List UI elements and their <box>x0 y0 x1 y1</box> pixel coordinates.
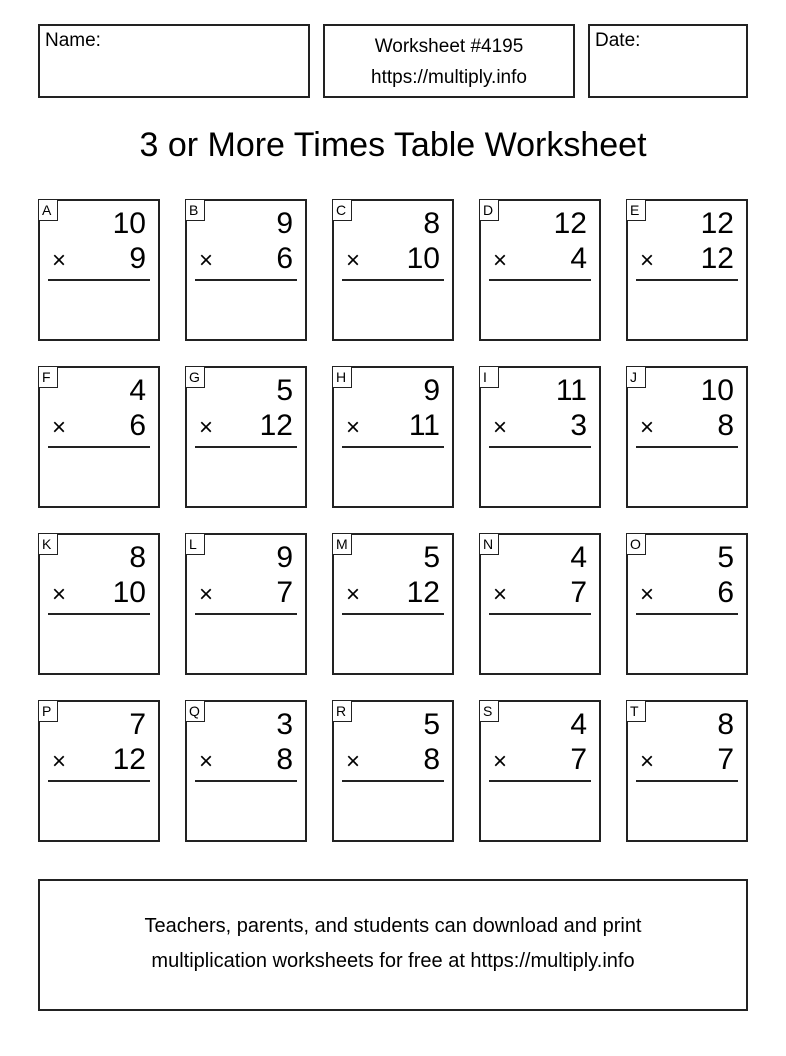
problem-multiplier: 4 <box>570 242 587 275</box>
times-sign: × <box>640 247 655 274</box>
problem-multiplicand: 8 <box>423 207 440 240</box>
times-sign: × <box>640 748 655 775</box>
problem-letter: O <box>626 533 646 555</box>
times-sign: × <box>346 748 361 775</box>
problem-cell[interactable] <box>185 533 307 675</box>
answer-rule <box>342 446 444 448</box>
answer-rule <box>342 279 444 281</box>
name-label: Name: <box>45 30 101 51</box>
problem-multiplier: 7 <box>276 576 293 609</box>
problem-multiplicand: 5 <box>276 374 293 407</box>
problem-multiplicand: 5 <box>423 708 440 741</box>
problem-multiplier: 7 <box>570 743 587 776</box>
times-sign: × <box>52 748 67 775</box>
problem-letter: N <box>479 533 499 555</box>
problem-cell[interactable] <box>332 700 454 842</box>
answer-rule <box>342 613 444 615</box>
times-sign: × <box>640 414 655 441</box>
times-sign: × <box>199 247 214 274</box>
footer-line-1: Teachers, parents, and students can download and print <box>144 915 642 937</box>
problem-letter: L <box>185 533 205 555</box>
problem-letter: R <box>332 700 352 722</box>
problem-letter: P <box>38 700 58 722</box>
times-sign: × <box>493 748 508 775</box>
times-sign: × <box>52 581 67 608</box>
problem-multiplicand: 9 <box>276 541 293 574</box>
answer-rule <box>636 279 738 281</box>
problem-multiplicand: 5 <box>423 541 440 574</box>
problem-multiplicand: 11 <box>555 374 587 407</box>
date-label: Date: <box>595 30 641 51</box>
problem-multiplicand: 9 <box>276 207 293 240</box>
problem-cell[interactable] <box>626 366 748 508</box>
answer-rule <box>489 446 591 448</box>
page-title: 3 or More Times Table Worksheet <box>139 126 647 164</box>
answer-rule <box>48 780 150 782</box>
problem-letter: T <box>626 700 646 722</box>
problem-letter: H <box>332 366 352 388</box>
problem-multiplier: 6 <box>129 409 146 442</box>
problem-multiplier: 8 <box>423 743 440 776</box>
problem-multiplier: 12 <box>700 242 734 275</box>
times-sign: × <box>52 414 67 441</box>
problem-multiplier: 9 <box>129 242 146 275</box>
problem-cell[interactable] <box>479 366 601 508</box>
problem-letter: A <box>38 199 58 221</box>
times-sign: × <box>346 414 361 441</box>
answer-rule <box>195 613 297 615</box>
problem-letter: B <box>185 199 205 221</box>
problem-multiplier: 6 <box>717 576 734 609</box>
problem-multiplicand: 3 <box>276 708 293 741</box>
times-sign: × <box>199 581 214 608</box>
problem-cell[interactable] <box>332 199 454 341</box>
answer-rule <box>195 780 297 782</box>
problem-cell[interactable] <box>38 366 160 508</box>
problem-multiplier: 10 <box>406 242 440 275</box>
problem-cell[interactable] <box>626 199 748 341</box>
problem-multiplier: 6 <box>276 242 293 275</box>
problem-multiplicand: 10 <box>700 374 734 407</box>
problem-cell[interactable] <box>332 366 454 508</box>
times-sign: × <box>52 247 67 274</box>
answer-rule <box>489 279 591 281</box>
problem-multiplier: 10 <box>112 576 146 609</box>
problem-cell[interactable] <box>626 533 748 675</box>
problem-letter: D <box>479 199 499 221</box>
answer-rule <box>195 446 297 448</box>
problem-multiplicand: 4 <box>129 374 146 407</box>
problem-multiplier: 3 <box>570 409 587 442</box>
answer-rule <box>636 780 738 782</box>
problem-cell[interactable] <box>479 533 601 675</box>
problem-cell[interactable] <box>185 199 307 341</box>
footer-line-2: multiplication worksheets for free at https://multiply.info <box>151 950 635 972</box>
problem-cell[interactable] <box>38 533 160 675</box>
problem-cell[interactable] <box>38 700 160 842</box>
times-sign: × <box>346 581 361 608</box>
problem-multiplier: 12 <box>406 576 440 609</box>
problem-multiplier: 11 <box>408 409 440 442</box>
answer-rule <box>48 613 150 615</box>
answer-rule <box>636 446 738 448</box>
problem-letter: J <box>626 366 646 388</box>
times-sign: × <box>640 581 655 608</box>
footer-box <box>38 879 748 1011</box>
worksheet-url: https://multiply.info <box>371 67 527 88</box>
problem-multiplier: 7 <box>570 576 587 609</box>
problem-cell[interactable] <box>185 700 307 842</box>
problem-cell[interactable] <box>626 700 748 842</box>
problem-letter: F <box>38 366 58 388</box>
times-sign: × <box>493 247 508 274</box>
problem-letter: C <box>332 199 352 221</box>
problem-letter: I <box>479 366 499 388</box>
times-sign: × <box>199 748 214 775</box>
problem-multiplicand: 7 <box>129 708 146 741</box>
problem-letter: S <box>479 700 499 722</box>
answer-rule <box>489 780 591 782</box>
problem-cell[interactable] <box>479 199 601 341</box>
problem-letter: M <box>332 533 352 555</box>
problem-cell[interactable] <box>185 366 307 508</box>
problem-cell[interactable] <box>38 199 160 341</box>
problem-letter: G <box>185 366 205 388</box>
problem-multiplicand: 5 <box>717 541 734 574</box>
problem-letter: E <box>626 199 646 221</box>
problem-letter: Q <box>185 700 205 722</box>
problem-multiplier: 12 <box>259 409 293 442</box>
problem-multiplicand: 9 <box>423 374 440 407</box>
problem-multiplicand: 12 <box>553 207 587 240</box>
answer-rule <box>636 613 738 615</box>
problem-multiplicand: 4 <box>570 708 587 741</box>
times-sign: × <box>346 247 361 274</box>
times-sign: × <box>493 414 508 441</box>
problem-multiplier: 7 <box>717 743 734 776</box>
problem-multiplicand: 4 <box>570 541 587 574</box>
answer-rule <box>195 279 297 281</box>
times-sign: × <box>493 581 508 608</box>
answer-rule <box>342 780 444 782</box>
problem-multiplicand: 8 <box>129 541 146 574</box>
problem-multiplier: 8 <box>276 743 293 776</box>
problem-letter: K <box>38 533 58 555</box>
problem-multiplier: 8 <box>717 409 734 442</box>
problem-multiplicand: 8 <box>717 708 734 741</box>
problem-cell[interactable] <box>479 700 601 842</box>
answer-rule <box>48 279 150 281</box>
answer-rule <box>48 446 150 448</box>
times-sign: × <box>199 414 214 441</box>
problem-multiplicand: 10 <box>112 207 146 240</box>
problem-multiplier: 12 <box>112 743 146 776</box>
problem-cell[interactable] <box>332 533 454 675</box>
problem-multiplicand: 12 <box>700 207 734 240</box>
answer-rule <box>489 613 591 615</box>
worksheet-number: Worksheet #4195 <box>374 36 524 57</box>
